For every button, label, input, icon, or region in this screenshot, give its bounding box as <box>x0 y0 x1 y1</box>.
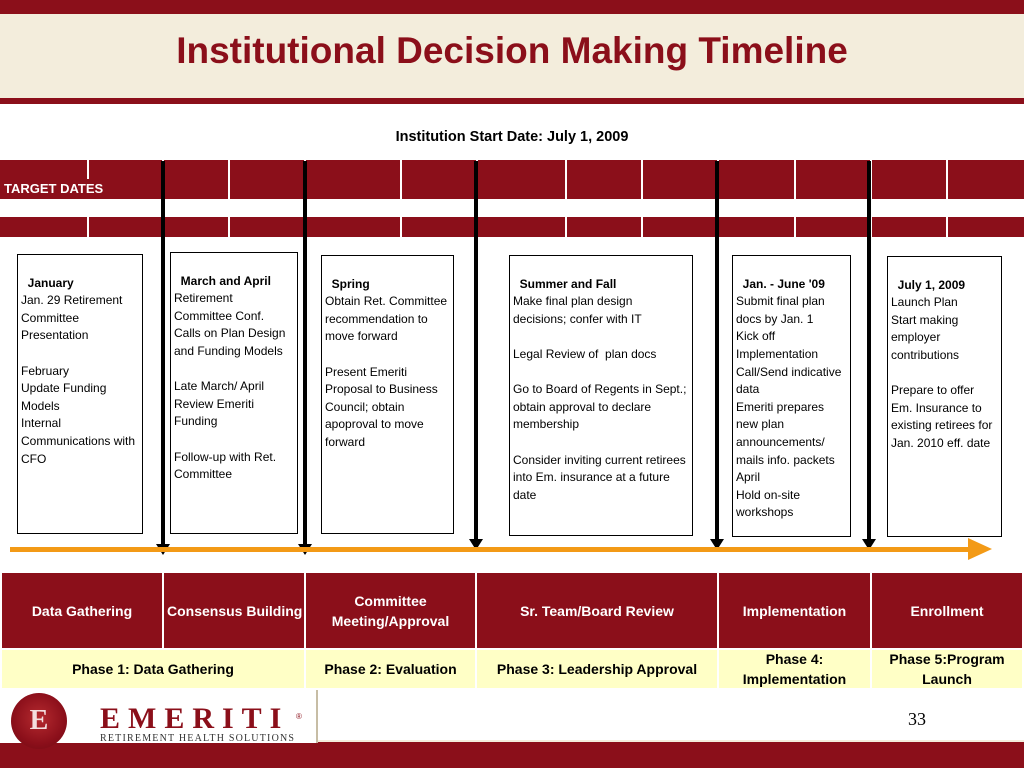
timeline-box-july <box>887 256 1002 537</box>
header-top-bar <box>0 0 1024 14</box>
stage-data-gathering: Data Gathering <box>2 573 162 648</box>
box-heading: Spring <box>331 276 370 291</box>
box-body: Retirement Committee Conf. Calls on Plan Design and Funding Models Late March/ April Review Emeriti Funding Follow-up with Ret. Committee <box>174 291 286 482</box>
timeline-arrowhead <box>968 538 992 560</box>
milestone-line-3 <box>474 161 478 539</box>
box-body: Launch Plan Start making employer contributions Prepare to offer Em. Insurance to existing retirees for Jan. 2010 eff. date <box>891 295 993 450</box>
timeline-box-march-april <box>170 252 298 534</box>
stage-enrollment: Enrollment <box>872 573 1022 648</box>
milestone-line-5 <box>867 161 871 539</box>
stage-committee-approval: Committee Meeting/Approval <box>306 573 475 648</box>
timeline-box-spring <box>321 255 454 534</box>
brand-registered-mark: ® <box>296 712 302 721</box>
phase-3: Phase 3: Leadership Approval <box>477 650 717 688</box>
phase-4: Phase 4: Implementation <box>719 650 870 688</box>
stage-board-review: Sr. Team/Board Review <box>477 573 717 648</box>
page-number: 33 <box>908 709 926 729</box>
title-rule <box>0 98 1024 104</box>
box-heading: July 1, 2009 <box>897 277 966 292</box>
milestone-line-4 <box>715 161 719 539</box>
phase-5: Phase 5:Program Launch <box>872 650 1022 688</box>
page-title: Institutional Decision Making Timeline <box>176 30 848 71</box>
box-body: Make final plan design decisions; confer with IT Legal Review of plan docs Go to Board of Regents in Sept.; obtain approval to declare membership Consider inviting current retirees into Em. insurance at a future date <box>513 294 687 502</box>
box-heading: Jan. - June '09 <box>742 276 825 291</box>
milestone-line-2 <box>303 161 307 544</box>
stage-implementation: Implementation <box>719 573 870 648</box>
timeline-box-summer-fall <box>509 255 693 536</box>
phase-1: Phase 1: Data Gathering <box>2 650 304 688</box>
box-body: Obtain Ret. Committee recommendation to move forward Present Emeriti Proposal to Business Council; obtain apoproval to move forward <box>325 294 448 449</box>
box-body: Submit final plan docs by Jan. 1 Kick off Implementation Call/Send indicative data Emeriti prepares new plan announcements/ mails info. packets April Hold on-site workshops <box>736 294 842 520</box>
box-heading: March and April <box>180 273 271 288</box>
timeline-arrow-line <box>10 547 970 552</box>
footer-band <box>0 742 1024 768</box>
start-date: Institution Start Date: July 1, 2009 <box>395 129 629 145</box>
box-heading: January <box>27 275 74 290</box>
timeline-box-january <box>17 254 143 534</box>
phase-2: Phase 2: Evaluation <box>306 650 475 688</box>
emeriti-seal-logo <box>11 693 67 749</box>
box-body: Jan. 29 Retirement Committee Presentation February Update Funding Models Internal Communications with CFO <box>21 293 136 466</box>
milestone-line-1 <box>161 161 165 544</box>
target-dates-label: TARGET DATES <box>4 181 104 196</box>
box-heading: Summer and Fall <box>519 276 617 291</box>
brand-tagline: RETIREMENT HEALTH SOLUTIONS <box>100 733 296 744</box>
brand-name: EMERITI <box>100 702 290 735</box>
seal-letter: E <box>29 705 49 736</box>
timeline-box-jan-june <box>732 255 851 537</box>
stage-consensus-building: Consensus Building <box>164 573 304 648</box>
